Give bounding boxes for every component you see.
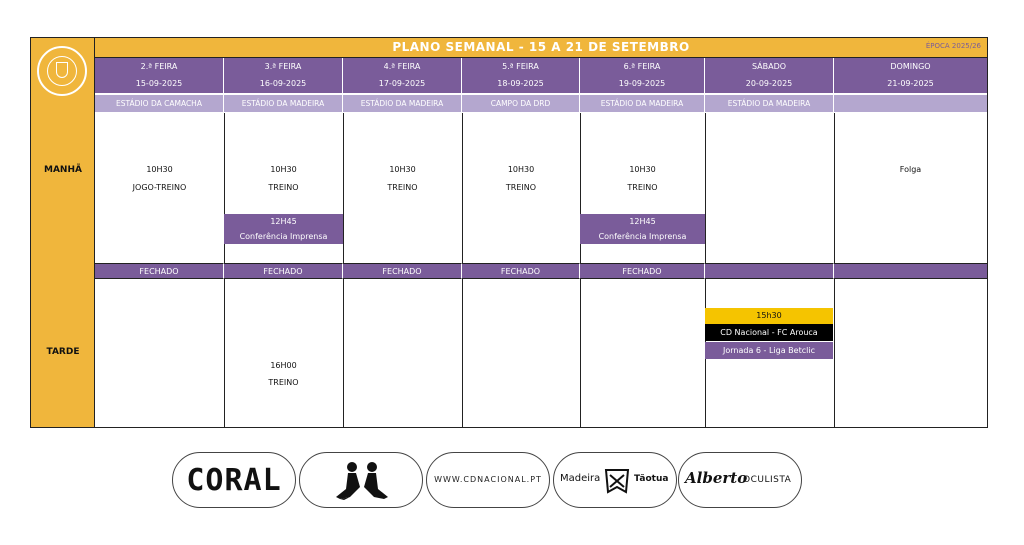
morning-time: 10H30 (507, 165, 535, 174)
match-time: 15h30 (705, 308, 833, 324)
morning-activity: JOGO-TREINO (132, 183, 187, 192)
press-time: 12H45 (629, 217, 656, 226)
match-fixture: CD Nacional - FC Arouca (705, 324, 833, 341)
day-name: 3.ª FEIRA (264, 62, 302, 71)
morning-activity: TREINO (627, 183, 658, 192)
match-round: Jornada 6 - Liga Betclic (705, 342, 833, 359)
day-name: 2.ª FEIRA (140, 62, 178, 71)
day-header-wednesday (343, 58, 462, 93)
day-date: 17-09-2025 (378, 79, 426, 88)
day-date: 21-09-2025 (887, 79, 934, 88)
day-date: 18-09-2025 (497, 79, 544, 88)
afternoon-time: 16H00 (270, 361, 297, 370)
venue-label: ESTÁDIO DA MADEIRA (343, 95, 462, 112)
afternoon-status: FECHADO (95, 263, 224, 279)
venue-label: ESTÁDIO DA MADEIRA (224, 95, 343, 112)
website-link[interactable]: WWW.CDNACIONAL.PT (434, 475, 542, 484)
club-crest-icon (37, 46, 87, 96)
day-name: 5.ª FEIRA (502, 62, 539, 71)
day-header-saturday (705, 58, 834, 93)
morning-activity: TREINO (505, 183, 537, 192)
day-date: 20-09-2025 (745, 79, 793, 88)
morning-time: 10H30 (270, 165, 297, 174)
afternoon-status: FECHADO (580, 263, 705, 279)
sponsor-kappa (299, 452, 423, 508)
venue-label: CAMPO DA DRD (462, 95, 580, 112)
afternoon-label: TARDE (46, 347, 80, 357)
kappa-logo-icon (300, 453, 423, 508)
weekly-plan-table (30, 37, 988, 428)
sponsor-alberto-oculista (678, 452, 802, 508)
morning-label: MANHÃ (44, 165, 82, 175)
afternoon-status-empty (705, 263, 834, 279)
venue-label: ESTÁDIO DA MADEIRA (580, 95, 705, 112)
oculista-logo-text: OCULISTA (743, 475, 792, 485)
morning-activity: TREINO (387, 183, 418, 192)
day-name: 6.ª FEIRA (623, 62, 661, 71)
left-period-column (31, 38, 95, 427)
madeira-logo-text: Madeira (560, 473, 601, 484)
sponsor-website[interactable] (426, 452, 550, 508)
sponsor-madeira-taotua (553, 452, 677, 508)
day-date: 16-09-2025 (259, 79, 307, 88)
afternoon-status-empty (834, 263, 987, 279)
season-label: ÉPOCA 2025/26 (925, 42, 981, 50)
morning-time: 10H30 (146, 165, 173, 174)
venue-label-empty (834, 95, 987, 112)
day-name: DOMINGO (890, 62, 931, 71)
morning-time: 10H30 (389, 165, 416, 174)
day-name: SÁBADO (751, 62, 787, 71)
press-label: Conferência Imprensa (598, 232, 687, 241)
sponsors-bar (172, 452, 802, 508)
afternoon-status: FECHADO (224, 263, 343, 279)
morning-time: 10H30 (629, 165, 656, 174)
venue-label: ESTÁDIO DA CAMACHA (95, 95, 224, 112)
day-name: 4.ª FEIRA (383, 62, 421, 71)
day-header-sunday (834, 58, 987, 93)
page-title: PLANO SEMANAL - 15 A 21 DE SETEMBRO (392, 40, 690, 54)
title-bar (95, 38, 987, 58)
afternoon-status: FECHADO (462, 263, 580, 279)
press-conference-block (224, 214, 343, 244)
coral-logo-text: CORAL (186, 463, 282, 498)
alberto-logo-text: Alberto (685, 469, 748, 487)
taotua-emblem-icon (604, 467, 630, 495)
day-date: 19-09-2025 (618, 79, 666, 88)
sponsor-coral (172, 452, 296, 508)
day-header-friday (580, 58, 705, 93)
afternoon-status: FECHADO (343, 263, 462, 279)
rest-day-label: Folga (899, 165, 922, 174)
day-header-monday (95, 58, 224, 93)
taotua-logo-text: Tãotua (634, 474, 669, 484)
day-header-thursday (462, 58, 580, 93)
venue-label: ESTÁDIO DA MADEIRA (705, 95, 834, 112)
press-label: Conferência Imprensa (239, 232, 328, 241)
day-date: 15-09-2025 (135, 79, 183, 88)
day-header-tuesday (224, 58, 343, 93)
press-conference-block (580, 214, 705, 244)
press-time: 12H45 (270, 217, 297, 226)
afternoon-activity: TREINO (268, 378, 299, 387)
morning-activity: TREINO (268, 183, 299, 192)
